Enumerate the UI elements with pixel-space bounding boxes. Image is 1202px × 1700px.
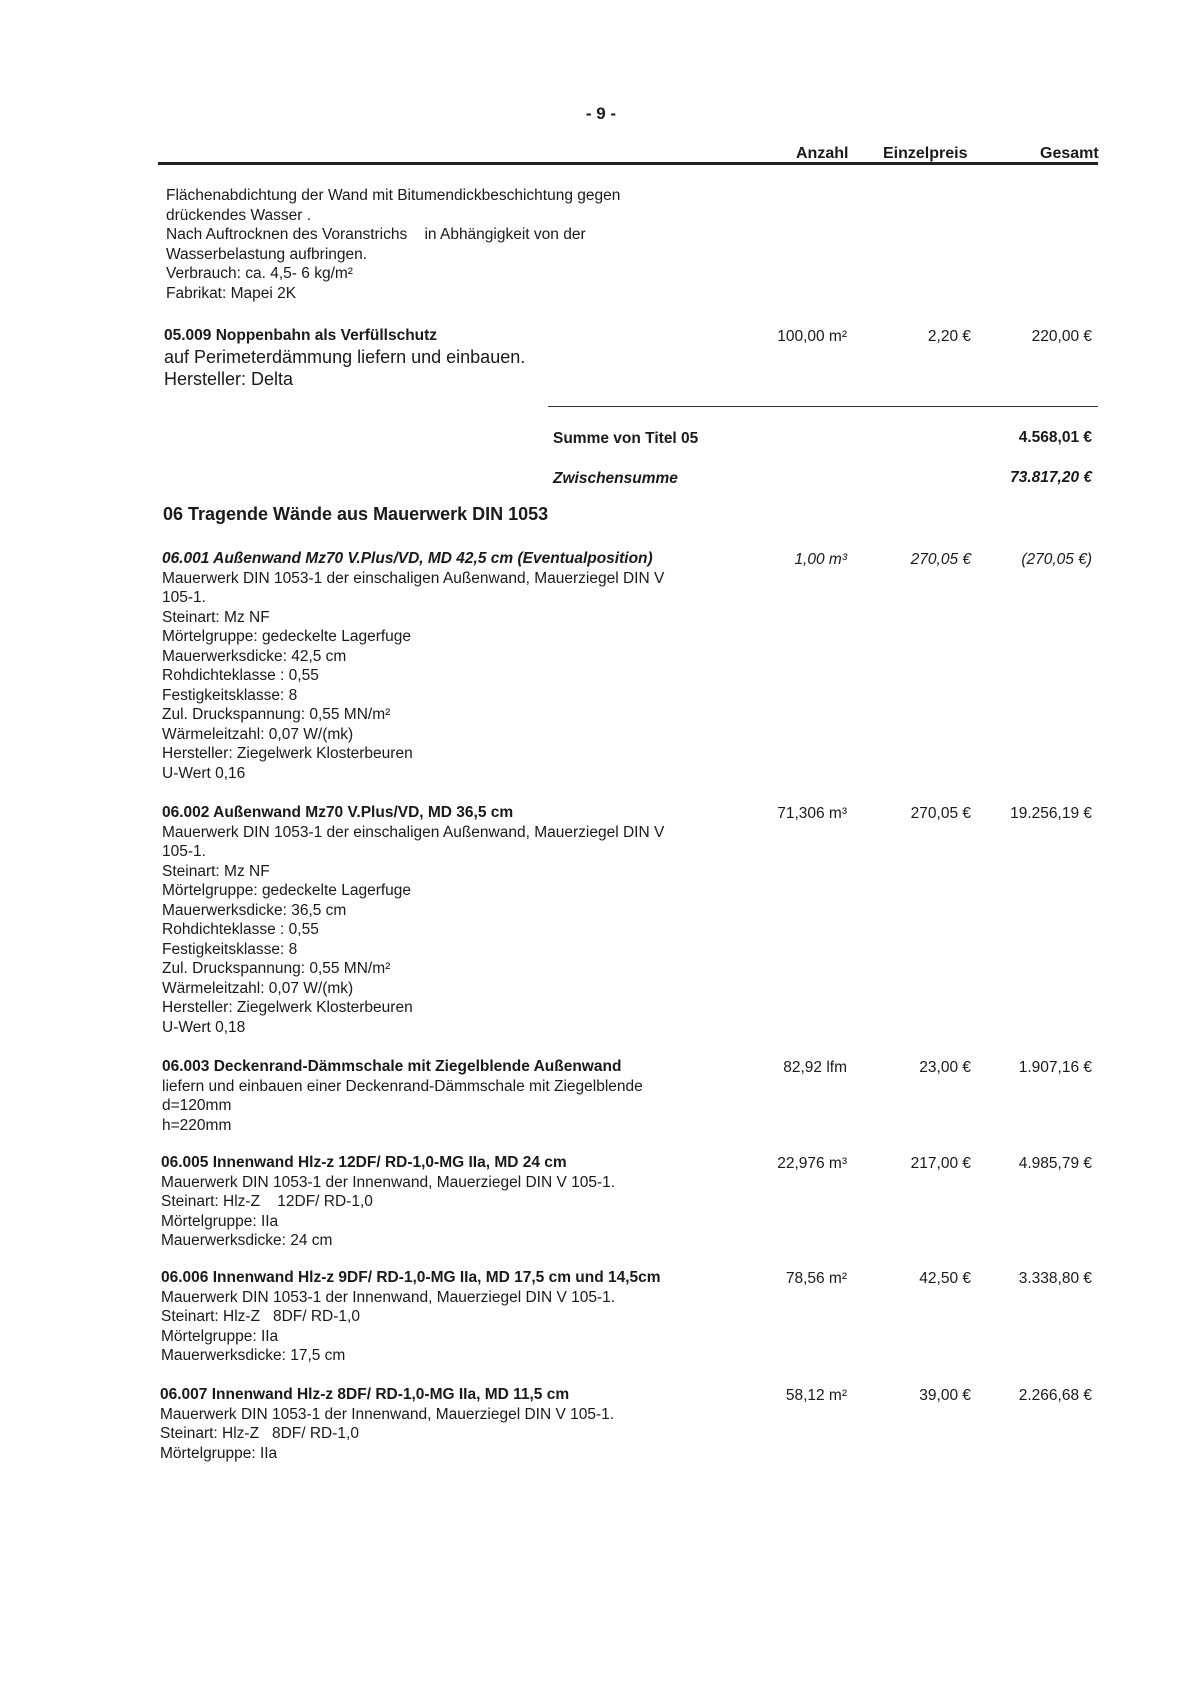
item-einzelpreis: 270,05 € — [910, 551, 971, 568]
item-line: h=220mm — [162, 1116, 232, 1134]
item-06-003 — [162, 1057, 643, 1135]
item-gesamt: 2.266,68 € — [1018, 1387, 1092, 1404]
item-line: Steinart: Mz NF — [162, 862, 270, 880]
item-line: Steinart: Hlz-Z 12DF/ RD-1,0 — [161, 1193, 373, 1210]
intro-line: Verbrauch: ca. 4,5- 6 kg/m² — [166, 265, 353, 282]
item-gesamt: 19.256,19 € — [1010, 805, 1092, 822]
item-line: Rohdichteklasse : 0,55 — [162, 921, 319, 938]
item-title: 06.007 Innenwand Hlz-z 8DF/ RD-1,0-MG IIa, MD 11,5 cm — [160, 1386, 570, 1403]
intro-line: Fabrikat: Mapei 2K — [166, 284, 297, 302]
intro-line: Wasserbelastung aufbringen. — [166, 245, 368, 263]
item-line: Hersteller: Ziegelwerk Klosterbeuren — [162, 999, 413, 1016]
item-line: Steinart: Hlz-Z 8DF/ RD-1,0 — [161, 1308, 360, 1325]
sum-rule — [548, 406, 1098, 407]
item-title: 06.005 Innenwand Hlz-z 12DF/ RD-1,0-MG IIa, MD 24 cm — [161, 1154, 567, 1171]
item-anzahl: 71,306 m³ — [777, 805, 847, 822]
page-number: - 9 - — [585, 104, 617, 123]
item-einzelpreis: 217,00 € — [910, 1155, 971, 1172]
item-gesamt: 220,00 € — [1031, 328, 1092, 345]
item-line: Rohdichteklasse : 0,55 — [162, 667, 319, 684]
item-line: 105-1. — [162, 589, 206, 606]
item-line: Mauerwerk DIN 1053-1 der Innenwand, Mauerziegel DIN V 105-1. — [160, 1405, 615, 1423]
item-line: Festigkeitsklasse: 8 — [162, 686, 298, 704]
item-gesamt: 3.338,80 € — [1018, 1270, 1092, 1287]
column-header-anzahl: Anzahl — [796, 145, 849, 162]
item-line: U-Wert 0,18 — [162, 1018, 246, 1036]
item-line: liefern und einbauen einer Deckenrand-Dämmschale mit Ziegelblende — [162, 1077, 643, 1095]
zwischensumme-value: 73.817,20 € — [1010, 469, 1092, 486]
item-line: Mörtelgruppe: gedeckelte Lagerfuge — [162, 882, 412, 899]
item-title: 06.002 Außenwand Mz70 V.Plus/VD, MD 36,5 cm — [162, 804, 514, 821]
header-rule — [158, 162, 1098, 165]
item-line: Steinart: Mz NF — [162, 608, 270, 626]
item-anzahl: 78,56 m² — [785, 1270, 847, 1287]
summe-titel-value: 4.568,01 € — [1018, 429, 1092, 446]
item-line: Hersteller: Ziegelwerk Klosterbeuren — [162, 745, 413, 762]
item-einzelpreis: 42,50 € — [919, 1270, 971, 1287]
item-line: d=120mm — [162, 1097, 232, 1114]
item-einzelpreis: 270,05 € — [910, 805, 971, 822]
column-header-gesamt: Gesamt — [1040, 145, 1099, 162]
item-line: Mörtelgruppe: gedeckelte Lagerfuge — [162, 628, 412, 645]
item-anzahl: 82,92 lfm — [783, 1059, 847, 1076]
item-gesamt: 4.985,79 € — [1018, 1155, 1092, 1172]
item-anzahl: 1,00 m³ — [794, 551, 847, 568]
item-line: Mauerwerksdicke: 42,5 cm — [162, 647, 347, 665]
item-einzelpreis: 2,20 € — [927, 328, 971, 345]
item-line: Zul. Druckspannung: 0,55 MN/m² — [162, 960, 391, 977]
summe-titel-label: Summe von Titel 05 — [553, 430, 699, 447]
item-anzahl: 22,976 m³ — [777, 1155, 847, 1172]
item-line: Wärmeleitzahl: 0,07 W/(mk) — [162, 725, 354, 743]
item-line: Mauerwerk DIN 1053-1 der Innenwand, Mauerziegel DIN V 105-1. — [161, 1288, 616, 1306]
item-einzelpreis: 23,00 € — [919, 1059, 971, 1076]
item-anzahl: 100,00 m² — [777, 328, 847, 345]
item-06-007 — [160, 1385, 614, 1463]
intro-line: Nach Auftrocknen des Voranstrichs in Abhängigkeit von der — [166, 226, 586, 243]
item-line: Wärmeleitzahl: 0,07 W/(mk) — [162, 979, 354, 997]
item-06-001 — [162, 549, 664, 783]
column-header-einzelpreis: Einzelpreis — [883, 145, 968, 162]
item-line: Mauerwerk DIN 1053-1 der Innenwand, Mauerziegel DIN V 105-1. — [161, 1173, 616, 1191]
item-gesamt: (270,05 €) — [1021, 551, 1092, 568]
item-line: U-Wert 0,16 — [162, 764, 246, 782]
item-line: Zul. Druckspannung: 0,55 MN/m² — [162, 706, 391, 723]
item-anzahl: 58,12 m² — [785, 1387, 847, 1404]
intro-line: Flächenabdichtung der Wand mit Bitumendickbeschichtung gegen — [166, 187, 621, 204]
item-line: Hersteller: Delta — [164, 368, 294, 389]
section-title: 06 Tragende Wände aus Mauerwerk DIN 1053 — [163, 504, 549, 524]
item-line: Festigkeitsklasse: 8 — [162, 940, 298, 958]
item-06-002 — [162, 803, 664, 1037]
item-title: 06.003 Deckenrand-Dämmschale mit Ziegelblende Außenwand — [162, 1058, 622, 1075]
item-line: Mörtelgruppe: IIa — [161, 1327, 279, 1345]
item-title: 05.009 Noppenbahn als Verfüllschutz — [164, 327, 438, 344]
item-gesamt: 1.907,16 € — [1018, 1059, 1092, 1076]
item-05-009 — [164, 326, 525, 390]
item-line: Mauerwerksdicke: 36,5 cm — [162, 901, 347, 919]
item-line: Steinart: Hlz-Z 8DF/ RD-1,0 — [160, 1425, 359, 1442]
item-line: Mauerwerksdicke: 17,5 cm — [161, 1347, 346, 1364]
item-line: Mauerwerksdicke: 24 cm — [161, 1232, 333, 1249]
item-line: Mauerwerk DIN 1053-1 der einschaligen Außenwand, Mauerziegel DIN V — [162, 569, 665, 587]
item-line: Mauerwerk DIN 1053-1 der einschaligen Außenwand, Mauerziegel DIN V — [162, 823, 665, 841]
item-line: auf Perimeterdämmung liefern und einbauen. — [164, 346, 526, 367]
intro-description — [166, 186, 620, 303]
item-line: Mörtelgruppe: IIa — [160, 1444, 278, 1462]
intro-line: drückendes Wasser . — [166, 206, 312, 224]
item-06-006 — [161, 1268, 661, 1366]
zwischensumme-label: Zwischensumme — [553, 470, 678, 487]
item-06-005 — [161, 1153, 615, 1251]
item-line: Mörtelgruppe: IIa — [161, 1212, 279, 1230]
item-title: 06.001 Außenwand Mz70 V.Plus/VD, MD 42,5 cm (Eventualposition) — [162, 550, 653, 567]
item-line: 105-1. — [162, 843, 206, 860]
item-einzelpreis: 39,00 € — [919, 1387, 971, 1404]
item-title: 06.006 Innenwand Hlz-z 9DF/ RD-1,0-MG IIa, MD 17,5 cm und 14,5cm — [161, 1269, 661, 1286]
